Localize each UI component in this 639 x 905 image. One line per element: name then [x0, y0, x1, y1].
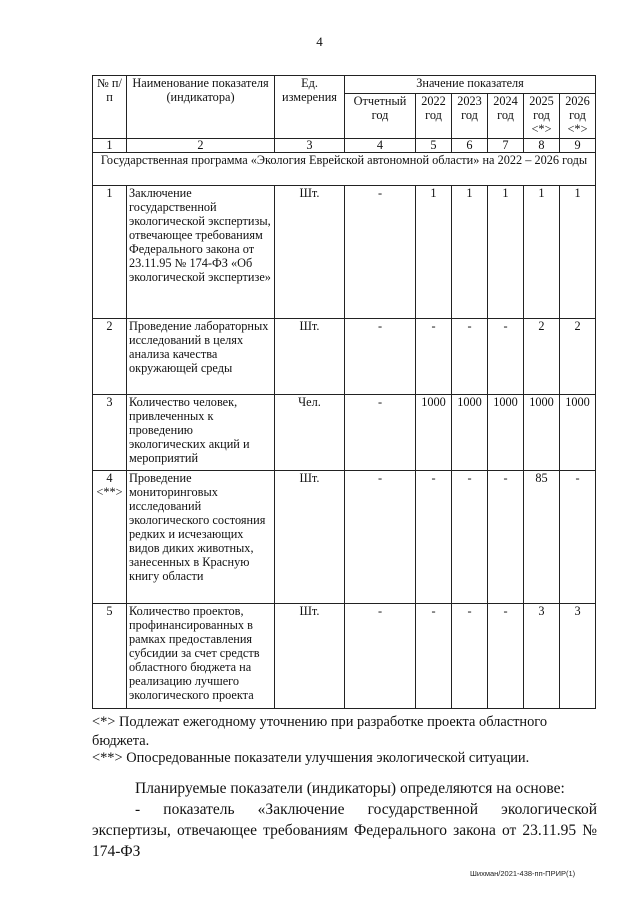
- row-unit: Шт.: [275, 319, 345, 395]
- body-paragraph-1: Планируемые показатели (индикаторы) определяются на основе:: [135, 780, 565, 797]
- row-unit: Шт.: [275, 186, 345, 319]
- row-name: Количество проектов, профинансированных в рамках предоставления субсидии за счет средств областного бюджета на реализацию лучшего экологического проекта: [127, 604, 275, 709]
- row-num: 5: [93, 604, 127, 709]
- header-report-year: Отчетный год: [345, 94, 416, 139]
- row-num: 1: [93, 186, 127, 319]
- table-row: [93, 604, 596, 709]
- row-2022-value: 1: [416, 186, 452, 319]
- column-numbers-row: [93, 139, 596, 153]
- row-2023-value: -: [452, 471, 488, 604]
- row-report-value: -: [345, 604, 416, 709]
- row-2023-value: 1000: [452, 395, 488, 471]
- row-2024-value: -: [488, 319, 524, 395]
- row-2023-value: 1: [452, 186, 488, 319]
- column-number: 6: [452, 139, 488, 153]
- row-report-value: -: [345, 471, 416, 604]
- header-2022: 2022 год: [416, 94, 452, 139]
- row-num: 2: [93, 319, 127, 395]
- row-2026-value: -: [560, 471, 596, 604]
- row-num: 3: [93, 395, 127, 471]
- footnote-1: <*> Подлежат ежегодному уточнению при разработке проекта областного бюджета.: [92, 714, 548, 749]
- row-unit: Шт.: [275, 604, 345, 709]
- column-number: 4: [345, 139, 416, 153]
- row-2022-value: -: [416, 604, 452, 709]
- row-name: Количество человек, привлеченных к проведению экологических акций и мероприятий: [127, 395, 275, 471]
- column-number: 8: [524, 139, 560, 153]
- column-number: 5: [416, 139, 452, 153]
- column-number: 7: [488, 139, 524, 153]
- row-2026-value: 1: [560, 186, 596, 319]
- header-2025: 2025 год <*>: [524, 94, 560, 139]
- table-row: [93, 186, 596, 319]
- row-2025-value: 2: [524, 319, 560, 395]
- table-row: [93, 319, 596, 395]
- document-footer-code: Шихман/2021-438-пп-ПРИР(1): [470, 869, 576, 878]
- row-name: Проведение мониторинговых исследований экологического состояния редких и исчезающих видов диких животных, занесенных в Красную книгу области: [127, 471, 275, 604]
- column-number: 1: [93, 139, 127, 153]
- row-name: Проведение лабораторных исследований в целях анализа качества окружающей среды: [127, 319, 275, 395]
- row-2023-value: -: [452, 319, 488, 395]
- indicators-table: [92, 75, 596, 709]
- program-title: Государственная программа «Экология Еврейской автономной области» на 2022 – 2026 годы: [93, 153, 596, 186]
- column-number: 3: [275, 139, 345, 153]
- row-2022-value: -: [416, 319, 452, 395]
- header-num: № п/п: [93, 76, 127, 139]
- row-2024-value: -: [488, 471, 524, 604]
- row-name: Заключение государственной экологической экспертизы, отвечающее требованиям Федерального закона от 23.11.95 № 174-ФЗ «Об экологической экспертизе»: [127, 186, 275, 319]
- row-2025-value: 85: [524, 471, 560, 604]
- row-num: 4 <**>: [93, 471, 127, 604]
- row-2026-value: 1000: [560, 395, 596, 471]
- row-2024-value: -: [488, 604, 524, 709]
- column-number: 9: [560, 139, 596, 153]
- row-report-value: -: [345, 395, 416, 471]
- row-2024-value: 1000: [488, 395, 524, 471]
- row-2022-value: -: [416, 471, 452, 604]
- row-report-value: -: [345, 319, 416, 395]
- page-number: 4: [316, 34, 323, 49]
- body-paragraph-2: - показатель «Заключение государственной экологической экспертизы, отвечающее требованиям Федерального закона от 23.11.95 № 174-ФЗ: [92, 801, 597, 860]
- header-2024: 2024 год: [488, 94, 524, 139]
- header-2023: 2023 год: [452, 94, 488, 139]
- row-2025-value: 1: [524, 186, 560, 319]
- header-value-group: Значение показателя: [345, 76, 596, 94]
- row-2022-value: 1000: [416, 395, 452, 471]
- header-2026: 2026 год <*>: [560, 94, 596, 139]
- row-2024-value: 1: [488, 186, 524, 319]
- row-2026-value: 3: [560, 604, 596, 709]
- row-2023-value: -: [452, 604, 488, 709]
- table-row: [93, 395, 596, 471]
- row-2025-value: 1000: [524, 395, 560, 471]
- header-unit: Ед. измерения: [275, 76, 345, 139]
- row-unit: Чел.: [275, 395, 345, 471]
- row-2025-value: 3: [524, 604, 560, 709]
- row-2026-value: 2: [560, 319, 596, 395]
- row-unit: Шт.: [275, 471, 345, 604]
- footnote-2: <**> Опосредованные показатели улучшения экологической ситуации.: [92, 750, 530, 766]
- row-report-value: -: [345, 186, 416, 319]
- table-row: [93, 471, 596, 604]
- header-name: Наименование показателя (индикатора): [127, 76, 275, 139]
- column-number: 2: [127, 139, 275, 153]
